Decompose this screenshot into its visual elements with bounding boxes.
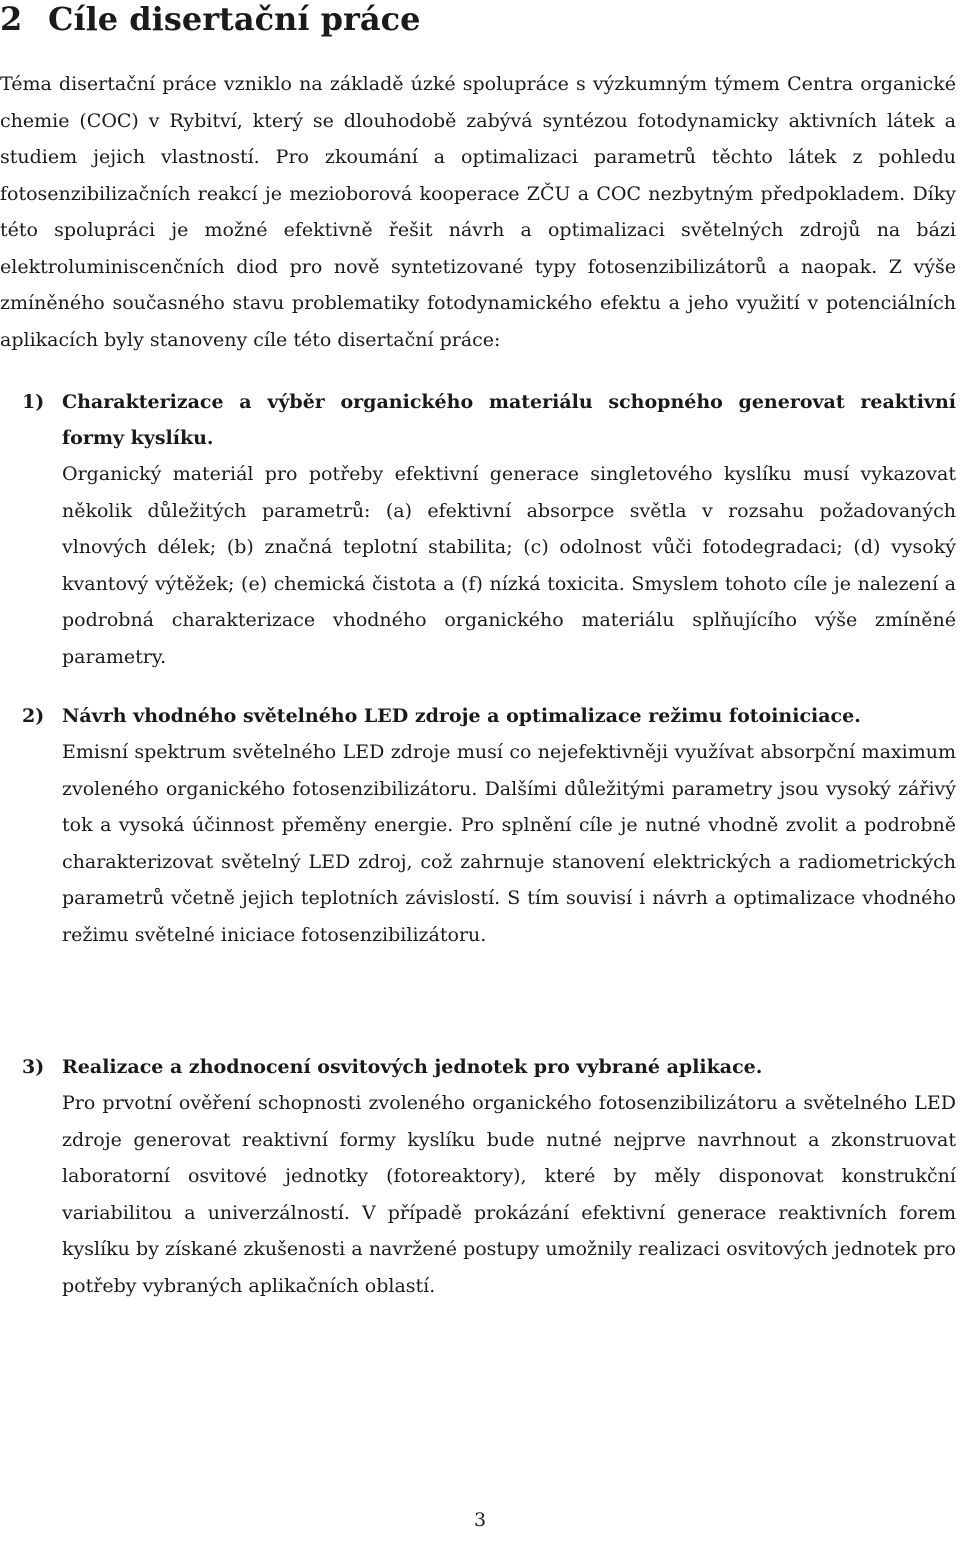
goal-title xyxy=(0,1049,956,1085)
goal-description: Emisní spektrum světelného LED zdroje musí co nejefektivněji využívat absorpční maximum zvoleného organického fotosenzibilizátoru. Dalšími důležitými parametry jsou vysoký zářivý tok a vysoká účinnost přeměny energie. Pro splnění cíle je nutné vhodně zvolit a podrobně charakterizovat světelný LED zdroj, což zahrnuje stanovení elektrických a radiometrických parametrů včetně jejich teplotních závislostí. S tím souvisí i návrh a optimalizace vhodného režimu světelné iniciace fotosenzibilizátoru. xyxy=(62,741,956,946)
intro-paragraph: Téma disertační práce vzniklo na základě úzké spolupráce s výzkumným týmem Centra organické chemie (COC) v Rybitví, který se dlouhodobě zabývá syntézou fotodynamicky aktivních látek a studiem jejich vlastností. Pro zkoumání a optimalizaci parametrů těchto látek z pohledu fotosenzibilizačních reakcí je mezioborová kooperace ZČU a COC nezbytným předpokladem. Díky této spolupráci je možné efektivně řešit návrh a optimalizaci světelných zdrojů na bázi elektroluminiscenčních diod pro nově syntetizované typy fotosenzibilizátorů a naopak. Z výše zmíněného současného stavu problematiky fotodynamického efektu a jeho využití v potenciálních aplikacích byly stanoveny cíle této disertační práce: xyxy=(0,73,956,351)
goal-title-text: Návrh vhodného světelného LED zdroje a optimalizace režimu fotoiniciace. xyxy=(62,705,861,727)
goal-number: 2) xyxy=(22,705,45,727)
goal-title-text: Realizace a zhodnocení osvitových jednotek pro vybrané aplikace. xyxy=(62,1056,763,1078)
chapter-heading xyxy=(0,0,420,38)
chapter-title: Cíle disertační práce xyxy=(48,0,421,38)
goal-description: Pro prvotní ověření schopnosti zvoleného organického fotosenzibilizátoru a světelného LED zdroje generovat reaktivní formy kyslíku bude nutné nejprve navrhnout a zkonstruovat laboratorní osvitové jednotky (fotoreaktory), které by měly disponovat konstrukční variabilitou a univerzálností. V případě prokázání efektivní generace reaktivních forem kyslíku by získané zkušenosti a navržené postupy umožnily realizaci osvitových jednotek pro potřeby vybraných aplikačních oblastí. xyxy=(62,1092,956,1297)
chapter-number: 2 xyxy=(0,0,23,38)
page-number: 3 xyxy=(473,1509,487,1531)
goal-title-text: Charakterizace a výběr organického materiálu schopného generovat reaktivní formy kyslíku. xyxy=(62,391,956,449)
goal-title xyxy=(0,384,956,456)
goal-item xyxy=(0,1049,956,1304)
goal-item xyxy=(0,698,956,953)
goal-number: 1) xyxy=(22,391,45,413)
goal-description: Organický materiál pro potřeby efektivní generace singletového kyslíku musí vykazovat několik důležitých parametrů: (a) efektivní absorpce světla v rozsahu požadovaných vlnových délek; (b) značná teplotní stabilita; (c) odolnost vůči fotodegradaci; (d) vysoký kvantový výtěžek; (e) chemická čistota a (f) nízká toxicita. Smyslem tohoto cíle je nalezení a podrobná charakterizace vhodného organického materiálu splňujícího výše zmíněné parametry. xyxy=(62,463,956,668)
goal-item xyxy=(0,384,956,675)
goal-number: 3) xyxy=(22,1056,45,1078)
goal-title xyxy=(0,698,956,734)
